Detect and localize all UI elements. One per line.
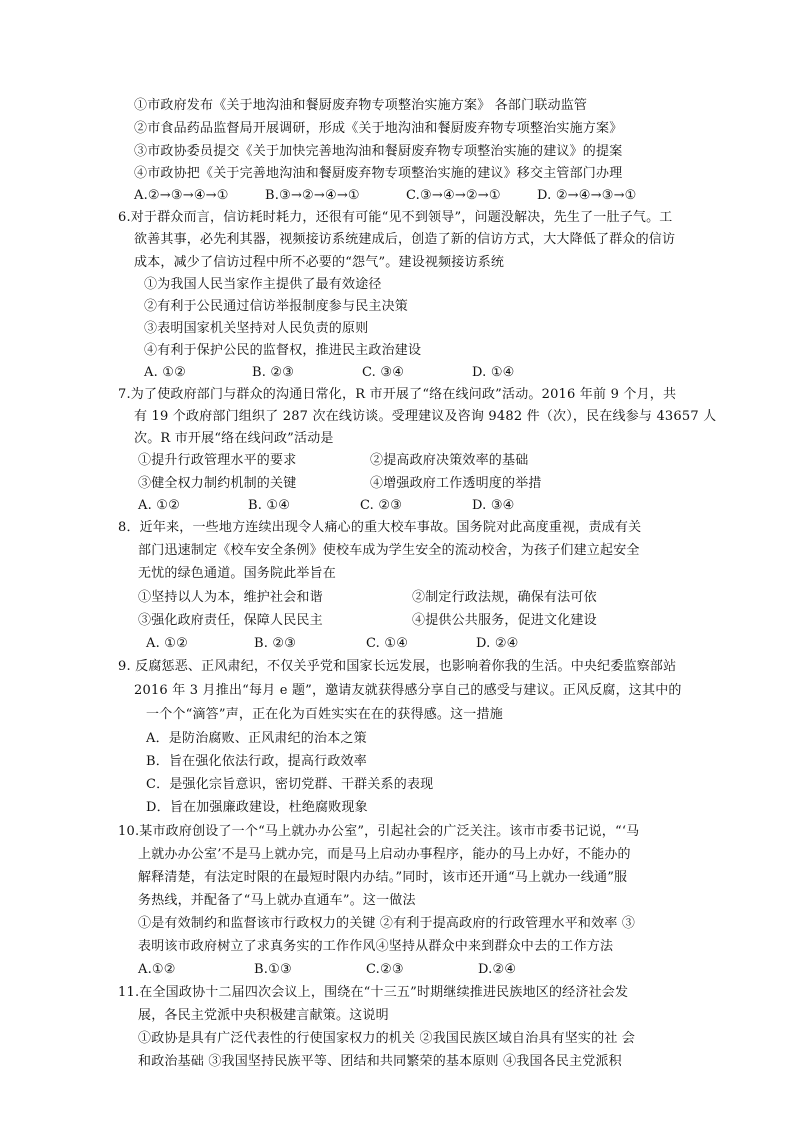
q10-stem-1: 10.某市政府创设了一个“马上就办办公室”，引起社会的广泛关注。该市市委书记说，“‘马 <box>118 824 640 839</box>
q5-option-b[interactable]: B.③→②→④→① <box>265 188 360 203</box>
q5-item-4: ④市政协把《关于完善地沟油和餐厨废弃物专项整治实施的建议》移交主管部门办理 <box>134 166 623 181</box>
q8-option-d[interactable]: D. ②④ <box>476 636 519 651</box>
q10-option-c[interactable]: C.②③ <box>366 962 404 977</box>
q6-item-3: ③表明国家机关坚持对人民负责的原则 <box>144 321 369 336</box>
q10-stem-3: 解释清楚，有法定时限的在最短时限内办结。”同时，该市还开通“马上就办一线通”服 <box>138 870 628 885</box>
q7-stem-2: 有 19 个政府部门组织了 287 次在线访谈。受理建议及咨询 9482 件（次），民在线参与 43657 人 <box>134 409 717 424</box>
q8-item-2: ②制定行政法规，确保有法可依 <box>412 590 597 605</box>
q9-option-c[interactable]: C．是强化宗旨意识，密切党群、干群关系的表现 <box>146 777 434 792</box>
q7-option-c[interactable]: C. ②③ <box>360 498 403 513</box>
q6-option-a[interactable]: A. ①② <box>144 365 186 380</box>
q9-stem-1: 9. 反腐惩恶、正风肃纪，不仅关乎党和国家长远发展，也影响着你我的生活。中央纪委监察部站 <box>118 659 677 674</box>
q10-stem-4: 务热线，并配备了“马上就办直通车”。这一做法 <box>138 893 416 908</box>
q5-option-d[interactable]: D. ②→④→③→① <box>537 188 637 203</box>
q10-option-a[interactable]: A.①② <box>138 962 176 977</box>
q11-items-line-1: ①政协是具有广泛代表性的行使国家权力的机关 ②我国民族区域自治具有坚实的社 会 <box>138 1031 636 1046</box>
q10-stem-2: 上就办办公室’不是马上就办完，而是马上启动办事程序，能办的马上办好，不能办的 <box>138 847 631 862</box>
q6-item-4: ④有利于保护公民的监督权，推进民主政治建设 <box>144 343 422 358</box>
q11-stem-2: 展，各民主党派中央积极建言献策。这说明 <box>138 1008 389 1023</box>
q7-stem-3: 次。R 市开展“络在线问政”活动是 <box>134 431 334 446</box>
q6-option-b[interactable]: B. ②③ <box>252 365 295 380</box>
q9-option-a[interactable]: A．是防治腐败、正风肃纪的治本之策 <box>146 731 367 746</box>
q8-option-a[interactable]: A. ①② <box>146 636 188 651</box>
q8-stem-2: 部门迅速制定《校车安全条例》使校车成为学生安全的流动校舍，为孩子们建立起安全 <box>138 543 640 558</box>
q7-item-4: ④增强政府工作透明度的举措 <box>370 476 542 491</box>
q8-stem-1: 8．近年来，一些地方连续出现令人痛心的重大校车事故。国务院对此高度重视，责成有关 <box>118 520 642 535</box>
q5-option-c[interactable]: C.③→④→②→① <box>406 188 501 203</box>
q6-option-d[interactable]: D. ①④ <box>472 365 515 380</box>
q5-item-2: ②市食品药品监督局开展调研，形成《关于地沟油和餐厨废弃物专项整治实施方案》 <box>134 121 623 136</box>
q8-item-4: ④提供公共服务，促进文化建设 <box>412 613 597 628</box>
q9-option-d[interactable]: D．旨在加强廉政建设，杜绝腐败现象 <box>146 800 368 815</box>
q11-stem-1: 11.在全国政协十二届四次会议上，围绕在“十三五”时期继续推进民族地区的经济社会发 <box>118 985 629 1000</box>
q10-option-b[interactable]: B.①③ <box>254 962 292 977</box>
q8-stem-3: 无忧的绿色通道。国务院此举旨在 <box>138 566 337 581</box>
q8-option-c[interactable]: C. ①④ <box>366 636 409 651</box>
q10-items-line-1: ①是有效制约和监督该市行政权力的关键 ②有利于提高政府的行政管理水平和效率 ③ <box>138 916 636 931</box>
q7-item-3: ③健全权力制约机制的关键 <box>138 476 297 491</box>
q6-item-2: ②有利于公民通过信访举报制度参与民主决策 <box>144 299 409 314</box>
q6-option-c[interactable]: C. ③④ <box>362 365 405 380</box>
q8-item-1: ①坚持以人为本，维护社会和谐 <box>138 590 323 605</box>
q7-item-2: ②提高政府决策效率的基础 <box>370 453 529 468</box>
q9-stem-2: 2016 年 3 月推出“每月 e 题”，邀请友就获得感分享自己的感受与建议。正风反腐，这其中的 <box>134 683 682 698</box>
q11-items-line-2: 和政治基础 ③我国坚持民族平等、团结和共同繁荣的基本原则 ④我国各民主党派积 <box>138 1054 622 1069</box>
q5-option-a[interactable]: A.②→③→④→① <box>134 188 229 203</box>
q9-option-b[interactable]: B．旨在强化依法行政，提高行政效率 <box>146 754 367 769</box>
q6-stem-1: 6.对于群众而言，信访耗时耗力，还很有可能“见不到领导”，问题没解决，先生了一肚子气。工 <box>118 210 673 225</box>
q7-option-d[interactable]: D. ③④ <box>472 498 515 513</box>
q10-option-d[interactable]: D.②④ <box>478 962 517 977</box>
q6-stem-3: 成本，减少了信访过程中所不必要的“怨气”。建设视频接访系统 <box>134 255 505 270</box>
q6-item-1: ①为我国人民当家作主提供了最有效途径 <box>144 277 382 292</box>
q8-option-b[interactable]: B. ②③ <box>254 636 297 651</box>
q5-item-3: ③市政协委员提交《关于加快完善地沟油和餐厨废弃物专项整治实施的建议》的提案 <box>134 144 623 159</box>
q9-stem-3: 一个个“滴答”声，正在化为百姓实实在在的获得感。这一措施 <box>146 707 503 722</box>
q7-option-a[interactable]: A. ①② <box>138 498 180 513</box>
q8-item-3: ③强化政府责任，保障人民民主 <box>138 613 323 628</box>
q5-item-1: ①市政府发布《关于地沟油和餐厨废弃物专项整治实施方案》 各部门联动监管 <box>134 98 588 113</box>
q6-stem-2: 欲善其事，必先利其器，视频接访系统建成后，创造了新的信访方式，大大降低了群众的信访 <box>134 232 676 247</box>
q7-option-b[interactable]: B. ①④ <box>248 498 291 513</box>
q10-items-line-2: 表明该市政府树立了求真务实的工作作风④坚持从群众中来到群众中去的工作方法 <box>138 939 614 954</box>
q7-item-1: ①提升行政管理水平的要求 <box>138 453 297 468</box>
q7-stem-1: 7.为了使政府部门与群众的沟通日常化，R 市开展了“络在线问政”活动。2016 年前 9 个月，共 <box>118 387 677 402</box>
